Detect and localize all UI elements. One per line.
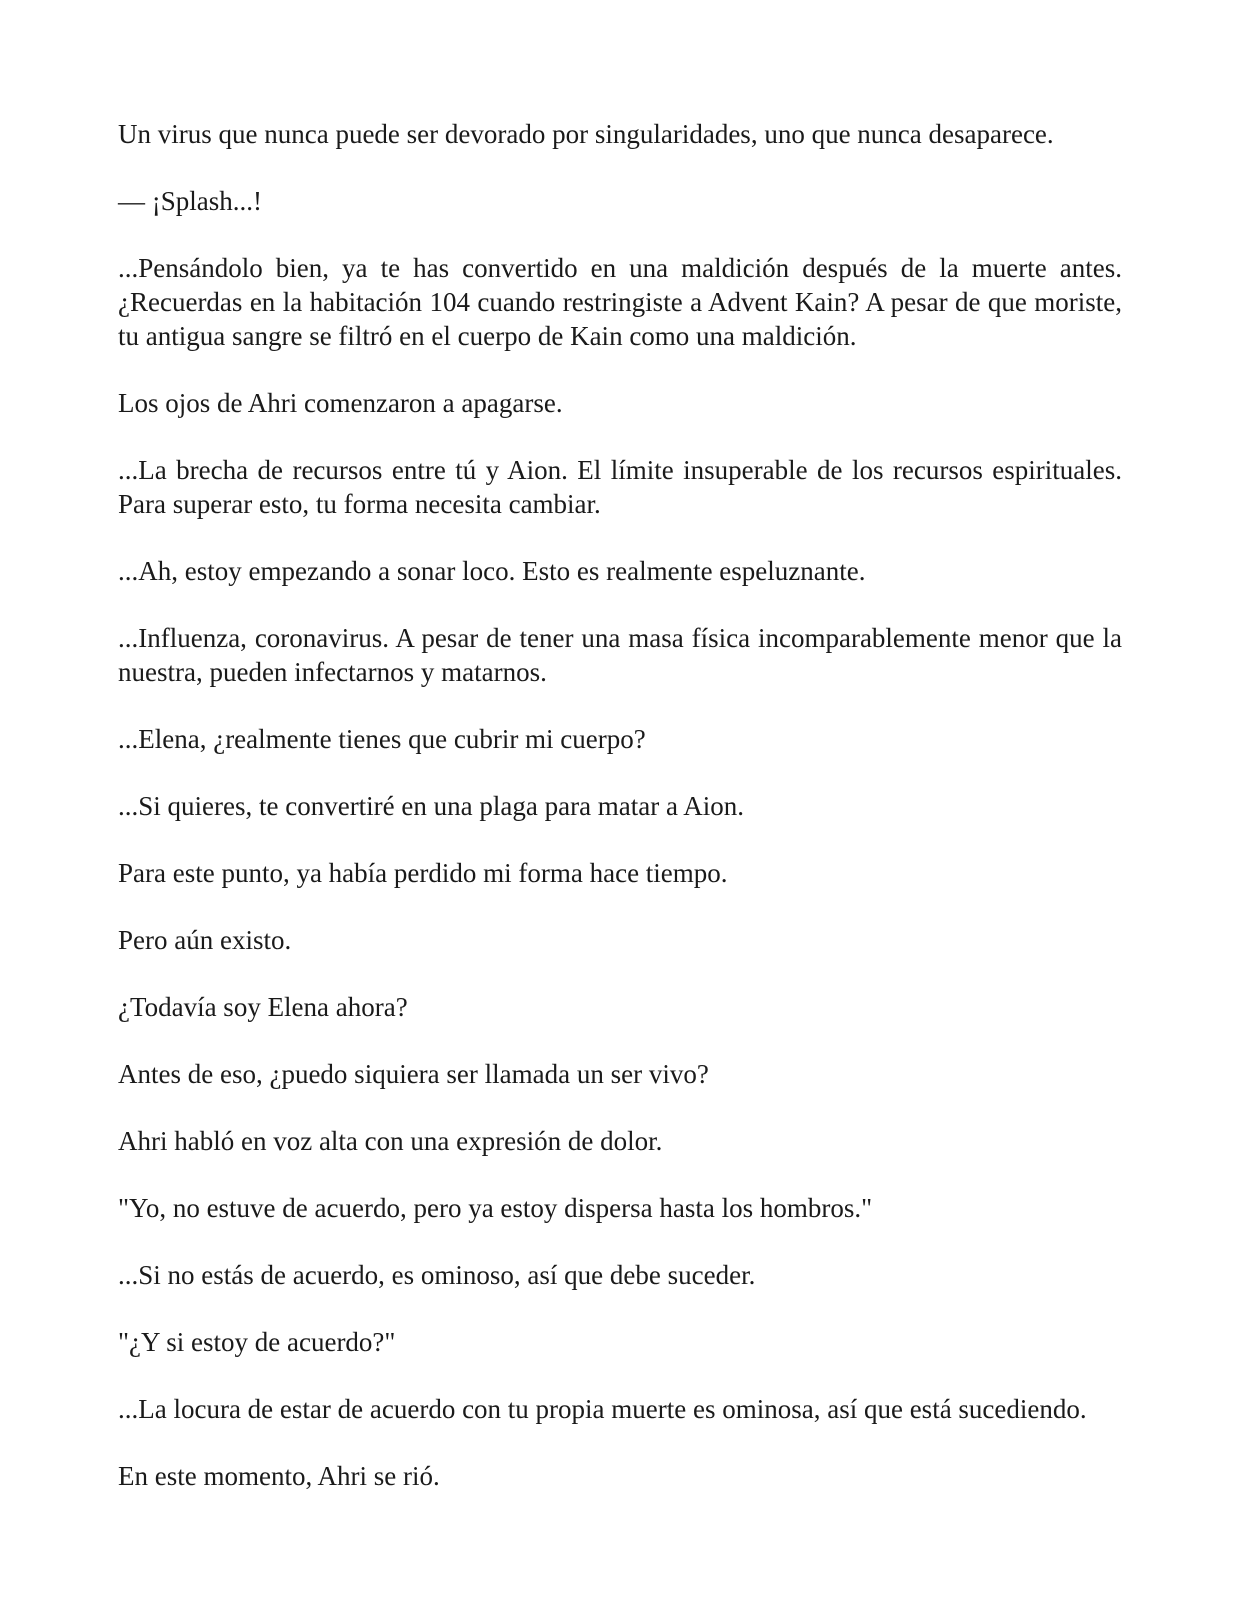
paragraph: ...La locura de estar de acuerdo con tu propia muerte es ominosa, así que está sucediendo. — [118, 1394, 1087, 1424]
paragraph: ...La brecha de recursos entre tú y Aion. El límite insuperable de los recursos espirituales. Para superar esto, tu forma necesita cambiar. — [118, 455, 1122, 519]
paragraph: En este momento, Ahri se rió. — [118, 1461, 440, 1491]
paragraph: Para este punto, ya había perdido mi forma hace tiempo. — [118, 858, 728, 888]
paragraph: Un virus que nunca puede ser devorado por singularidades, uno que nunca desaparece. — [118, 119, 1054, 149]
paragraph: ...Influenza, coronavirus. A pesar de tener una masa física incomparablemente menor que la nuestra, pueden infectarnos y matarnos. — [118, 623, 1122, 687]
paragraph: Los ojos de Ahri comenzaron a apagarse. — [118, 388, 563, 418]
document-body — [118, 117, 1122, 1526]
paragraph: "Yo, no estuve de acuerdo, pero ya estoy dispersa hasta los hombros." — [118, 1193, 873, 1223]
paragraph: ...Si no estás de acuerdo, es ominoso, así que debe suceder. — [118, 1260, 756, 1290]
paragraph: — ¡Splash...! — [118, 186, 262, 216]
paragraph: ...Ah, estoy empezando a sonar loco. Esto es realmente espeluznante. — [118, 556, 866, 586]
paragraph: ...Si quieres, te convertiré en una plaga para matar a Aion. — [118, 791, 745, 821]
paragraph: ¿Todavía soy Elena ahora? — [118, 992, 408, 1022]
paragraph: "¿Y si estoy de acuerdo?" — [118, 1327, 396, 1357]
paragraph: Ahri habló en voz alta con una expresión de dolor. — [118, 1126, 663, 1156]
paragraph: Antes de eso, ¿puedo siquiera ser llamada un ser vivo? — [118, 1059, 709, 1089]
paragraph: Pero aún existo. — [118, 925, 292, 955]
paragraph: ...Pensándolo bien, ya te has convertido en una maldición después de la muerte antes. ¿Recuerdas en la habitación 104 cuando restringiste a Advent Kain? A pesar de que moriste, tu antigua sangre se filtró en el cuerpo de Kain como una maldición. — [118, 253, 1122, 351]
paragraph: ...Elena, ¿realmente tienes que cubrir mi cuerpo? — [118, 724, 646, 754]
